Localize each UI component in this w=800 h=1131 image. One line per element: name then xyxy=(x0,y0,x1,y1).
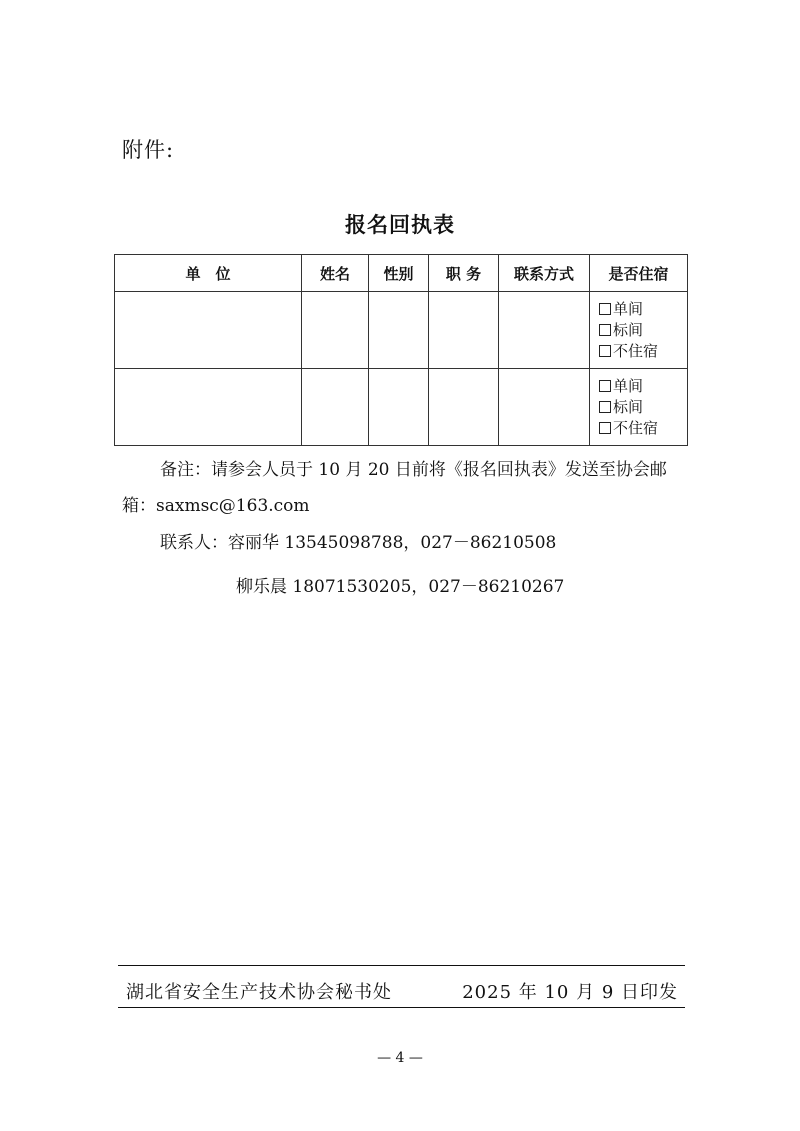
cell-gender[interactable] xyxy=(369,292,429,369)
header-unit: 单 位 xyxy=(115,255,302,292)
footer-top-rule xyxy=(118,965,685,966)
lodging-option-none[interactable] xyxy=(590,418,687,439)
checkbox-icon[interactable] xyxy=(599,345,611,357)
checkbox-icon[interactable] xyxy=(599,303,611,315)
option-label: 标间 xyxy=(613,397,644,416)
cell-name[interactable] xyxy=(302,369,369,446)
registration-table xyxy=(114,254,688,446)
cell-name[interactable] xyxy=(302,292,369,369)
contact-line-2: 柳乐晨 18071530205，027－86210267 xyxy=(236,577,565,597)
checkbox-icon[interactable] xyxy=(599,380,611,392)
contact-line-1: 联系人：容丽华 13545098788，027－86210508 xyxy=(160,533,557,553)
cell-unit[interactable] xyxy=(115,292,302,369)
header-gender: 性别 xyxy=(369,255,429,292)
checkbox-icon[interactable] xyxy=(599,401,611,413)
attachment-label: 附件: xyxy=(122,138,175,162)
page-number: — 4 — xyxy=(377,1050,423,1066)
cell-lodging xyxy=(590,369,688,446)
table-header-row xyxy=(115,255,688,292)
cell-gender[interactable] xyxy=(369,369,429,446)
lodging-option-single[interactable] xyxy=(590,376,687,397)
option-label: 标间 xyxy=(613,320,644,339)
header-position: 职 务 xyxy=(429,255,499,292)
lodging-option-standard[interactable] xyxy=(590,397,687,418)
note-text: 备注：请参会人员于 10 月 20 日前将《报名回执表》发送至协会邮箱：saxmsc@163.com xyxy=(122,460,667,516)
header-contact: 联系方式 xyxy=(499,255,590,292)
cell-position[interactable] xyxy=(429,369,499,446)
cell-contact[interactable] xyxy=(499,369,590,446)
footer-issuer: 湖北省安全生产技术协会秘书处 xyxy=(126,982,392,1003)
lodging-option-standard[interactable] xyxy=(590,320,687,341)
table-row xyxy=(115,292,688,369)
checkbox-icon[interactable] xyxy=(599,324,611,336)
form-title: 报名回执表 xyxy=(345,212,455,237)
header-lodging: 是否住宿 xyxy=(590,255,688,292)
checkbox-icon[interactable] xyxy=(599,422,611,434)
lodging-option-single[interactable] xyxy=(590,299,687,320)
footer-bottom-rule xyxy=(118,1007,685,1008)
option-label: 单间 xyxy=(613,376,644,395)
cell-position[interactable] xyxy=(429,292,499,369)
footer-date: 2025 年 10 月 9 日印发 xyxy=(462,982,678,1003)
header-name: 姓名 xyxy=(302,255,369,292)
option-label: 不住宿 xyxy=(613,341,659,360)
cell-contact[interactable] xyxy=(499,292,590,369)
cell-unit[interactable] xyxy=(115,369,302,446)
lodging-option-none[interactable] xyxy=(590,341,687,362)
table-row xyxy=(115,369,688,446)
option-label: 单间 xyxy=(613,299,644,318)
cell-lodging xyxy=(590,292,688,369)
option-label: 不住宿 xyxy=(613,418,659,437)
